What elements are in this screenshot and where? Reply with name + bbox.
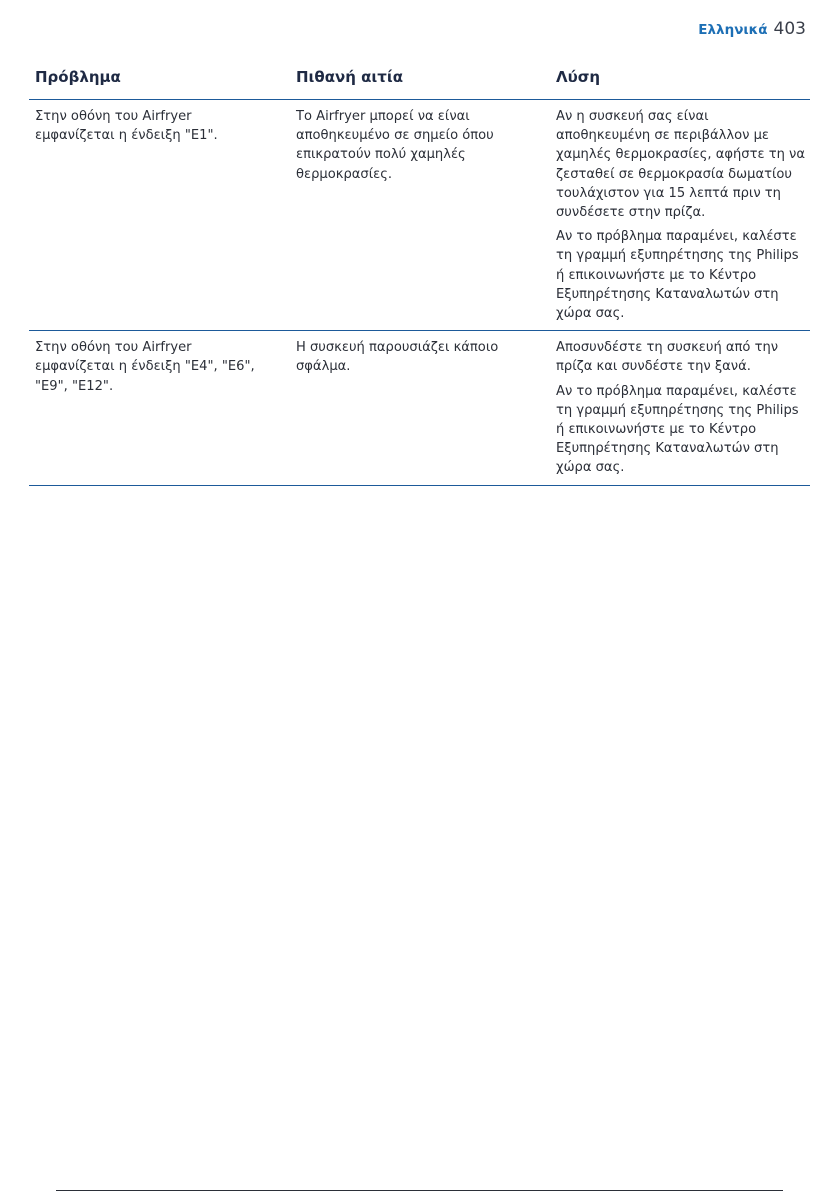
cause-cell: Η συσκευή παρουσιάζει κάποιο σφάλμα. [290,331,550,485]
solution-cell [550,331,810,485]
table-header-row [29,60,810,100]
table-row [29,331,810,485]
troubleshooting-table [29,60,810,486]
language-label: Ελληνικά [698,22,768,38]
column-header-problem: Πρόβλημα [29,60,290,100]
solution-paragraph: Αποσυνδέστε τη συσκευή από την πρίζα και συνδέστε την ξανά. [556,340,779,375]
cause-cell: Το Airfryer μπορεί να είναι αποθηκευμένο σε σημείο όπου επικρατούν πολύ χαμηλές θερμοκρασίες. [290,100,550,331]
solution-cell [550,100,810,331]
solution-paragraph: Αν το πρόβλημα παραμένει, καλέστε τη γραμμή εξυπηρέτησης της Philips ή επικοινωνήστε με το Κέντρο Εξυπηρέτησης Καταναλωτών στη χώρα σας. [556,383,799,476]
problem-cell: Στην οθόνη του Airfryer εμφανίζεται η ένδειξη "E4", "E6", "E9", "E12". [29,331,290,485]
page-number: 403 [773,19,806,39]
table-row [29,100,810,331]
column-header-solution: Λύση [550,60,810,100]
solution-paragraph: Αν η συσκευή σας είναι αποθηκευμένη σε περιβάλλον με χαμηλές θερμοκρασίες, αφήστε τη να ζεσταθεί σε θερμοκρασία δωματίου τουλάχιστον για 15 λεπτά πριν τη συνδέσετε στην πρίζα. [556,109,805,221]
solution-paragraph: Αν το πρόβλημα παραμένει, καλέστε τη γραμμή εξυπηρέτησης της Philips ή επικοινωνήστε με το Κέντρο Εξυπηρέτησης Καταναλωτών στη χώρα σας. [556,229,799,322]
problem-cell: Στην οθόνη του Airfryer εμφανίζεται η ένδειξη "E1". [29,100,290,331]
page-header [698,19,806,39]
column-header-cause: Πιθανή αιτία [290,60,550,100]
